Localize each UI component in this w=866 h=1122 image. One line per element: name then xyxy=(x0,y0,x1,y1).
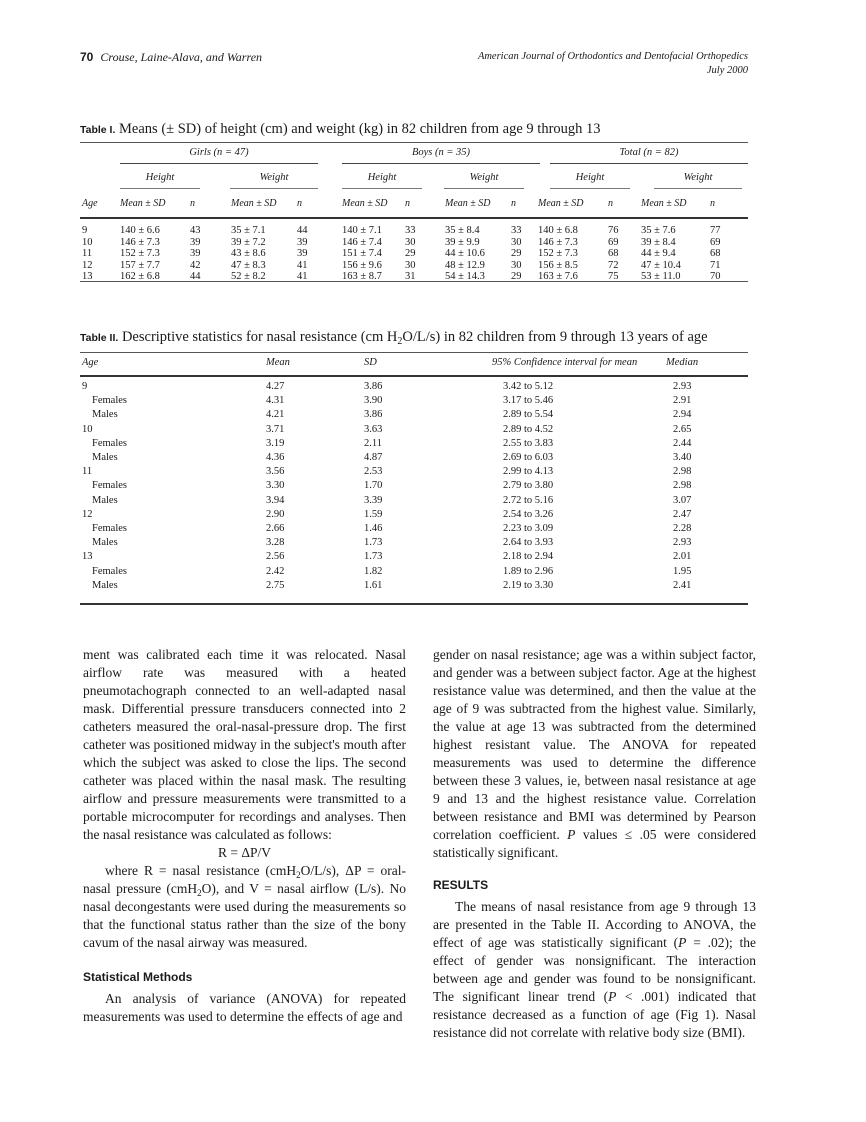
cell-label: Males xyxy=(92,409,118,421)
subgroup-rule xyxy=(230,188,318,189)
cell-n: 71 xyxy=(710,259,721,271)
table-row xyxy=(80,480,748,494)
section-heading-statistical-methods: Statistical Methods xyxy=(83,970,193,984)
table-row xyxy=(80,424,748,438)
col-age: Age xyxy=(82,198,98,209)
cell-label: Males xyxy=(92,537,118,549)
subgroup-height: Height xyxy=(367,172,397,183)
table-2-caption-sub: 2 xyxy=(397,336,403,347)
cell-mean: 4.27 xyxy=(266,381,285,392)
cell-sd: 1.46 xyxy=(364,523,383,534)
table-1-caption xyxy=(80,120,748,139)
cell-n: 68 xyxy=(608,248,619,260)
text-run: = .02); the effect of gender was nonsignificant. The interaction between age and gender was found to be nonsignificant. The significant linear trend ( xyxy=(433,935,756,1004)
cell-mean-sd: 140 ± 7.1 xyxy=(342,225,382,236)
cell-mean-sd: 146 ± 7.4 xyxy=(342,236,382,248)
table-2-label: Table II. xyxy=(80,332,119,344)
cell-median: 2.41 xyxy=(673,579,692,591)
cell-n: 30 xyxy=(405,236,416,248)
cell-mean: 2.66 xyxy=(266,523,285,534)
cell-median: 2.98 xyxy=(673,480,692,492)
cell-n: 39 xyxy=(190,248,201,260)
table-row xyxy=(80,580,748,594)
cell-mean: 4.31 xyxy=(266,395,285,407)
subgroup-weight: Weight xyxy=(259,172,289,183)
table-1-header xyxy=(80,143,748,217)
cell-mean: 2.90 xyxy=(266,508,285,520)
col-mean-sd: Mean ± SD xyxy=(231,198,277,209)
table-2-header xyxy=(80,353,748,375)
table-row xyxy=(80,395,748,409)
cell-age: 12 xyxy=(82,259,93,271)
cell-ci: 2.23 to 3.09 xyxy=(503,523,554,534)
cell-sd: 2.53 xyxy=(364,466,383,478)
col-mean-sd: Mean ± SD xyxy=(641,198,687,209)
text-run: < .001) indicated that resistance decreased as a function of age (Fig 1). Nasal resistance did not correlate with relative body size (BMI). xyxy=(433,989,756,1040)
cell-median: 2.65 xyxy=(673,423,692,435)
cell-label: Females xyxy=(92,437,127,449)
text-run: gender on nasal resistance; age was a within subject factor, and gender was a between subject factor. Age at the highest resistance value was determined, and then the value at the age of 9 was subtracted from the highest value. Similarly, the value at age 13 was subtracted from the determined highest resistant value. The ANOVA for repeated measurements was used to determine the difference between these 3 values, ie, between nasal resistance at age 9 and 13 and the highest resistance value. Correlation between resistance and BMI was determined by Pearson correlation coefficient. xyxy=(433,647,756,842)
table-row xyxy=(80,466,748,480)
cell-median: 2.93 xyxy=(673,381,692,392)
cell-age: 10 xyxy=(82,236,93,248)
cell-n: 31 xyxy=(405,271,416,283)
cell-ci: 2.54 to 3.26 xyxy=(503,508,554,520)
cell-median: 2.91 xyxy=(673,395,692,407)
cell-n: 39 xyxy=(190,236,201,248)
cell-mean: 3.56 xyxy=(266,466,285,478)
table-2-body xyxy=(80,377,748,603)
cell-ci: 2.79 to 3.80 xyxy=(503,480,554,492)
col-n: n xyxy=(511,198,516,209)
text-run: The means of nasal resistance from age 9 through 13 are presented in the Table II. According to ANOVA, the effect of age was statistically significant ( xyxy=(433,899,756,950)
cell-sd: 2.11 xyxy=(364,437,382,449)
cell-age: 11 xyxy=(82,248,93,260)
equation: R = ΔP/V xyxy=(217,845,272,860)
cell-n: 76 xyxy=(608,225,619,236)
cell-label: Females xyxy=(92,565,127,577)
cell-age: 9 xyxy=(82,225,88,236)
text-run: O), and V = nasal airflow (L/s). No nasal decongestants were used during the measurements so that the functional status rather than the size of the bony cavum of the nasal airway was measured. xyxy=(83,881,406,950)
table-row xyxy=(80,509,748,523)
col-age: Age xyxy=(82,357,99,368)
cell-mean: 4.36 xyxy=(266,452,285,463)
text-run: where R = nasal resistance (cmH xyxy=(105,863,297,878)
col-sd: SD xyxy=(364,357,377,368)
cell-mean-sd: 146 ± 7.3 xyxy=(120,236,160,248)
cell-median: 2.28 xyxy=(673,523,692,534)
cell-median: 2.01 xyxy=(673,551,692,563)
cell-n: 39 xyxy=(297,236,308,248)
subscript: 2 xyxy=(197,888,202,898)
cell-n: 68 xyxy=(710,248,721,260)
cell-sd: 1.73 xyxy=(364,551,383,563)
cell-n: 30 xyxy=(511,259,522,271)
cell-mean-sd: 35 ± 8.4 xyxy=(445,225,480,236)
authors: Crouse, Laine-Alava, and Warren xyxy=(100,50,263,64)
cell-mean-sd: 146 ± 7.3 xyxy=(538,236,578,248)
cell-mean: 3.30 xyxy=(266,480,285,492)
cell-mean-sd: 157 ± 7.7 xyxy=(120,259,160,271)
subgroup-weight: Weight xyxy=(683,172,713,183)
cell-mean: 2.42 xyxy=(266,565,285,577)
cell-ci: 3.42 to 5.12 xyxy=(503,381,554,392)
subgroup-weight: Weight xyxy=(469,172,499,183)
subgroup-height: Height xyxy=(575,172,605,183)
cell-mean: 2.56 xyxy=(266,551,285,563)
cell-label: 10 xyxy=(82,423,93,435)
subgroup-rule xyxy=(444,188,524,189)
col-mean-sd: Mean ± SD xyxy=(120,198,166,209)
table-row xyxy=(80,381,748,395)
cell-median: 2.44 xyxy=(673,437,692,449)
table-row xyxy=(80,537,748,551)
cell-mean-sd: 140 ± 6.8 xyxy=(538,225,578,236)
cell-n: 43 xyxy=(190,225,201,236)
cell-mean-sd: 44 ± 9.4 xyxy=(641,248,676,260)
col-mean-sd: Mean ± SD xyxy=(342,198,388,209)
body-column-right xyxy=(433,646,756,1042)
subscript: 2 xyxy=(296,870,301,880)
col-n: n xyxy=(405,198,410,209)
cell-ci: 2.64 to 3.93 xyxy=(503,537,554,549)
journal-name: American Journal of Orthodontics and Dentofacial Orthopedics xyxy=(477,51,748,62)
cell-n: 77 xyxy=(710,225,721,236)
cell-mean-sd: 140 ± 6.6 xyxy=(120,225,160,236)
table-row xyxy=(80,523,748,537)
table-2-bottom-rule xyxy=(80,603,748,605)
cell-mean-sd: 156 ± 8.5 xyxy=(538,259,578,271)
cell-sd: 3.63 xyxy=(364,423,383,435)
cell-mean-sd: 163 ± 8.7 xyxy=(342,271,382,283)
table-row xyxy=(80,409,748,423)
cell-ci: 2.69 to 6.03 xyxy=(503,452,554,463)
cell-n: 69 xyxy=(710,236,721,248)
cell-label: Females xyxy=(92,480,127,492)
paragraph xyxy=(83,862,406,952)
running-head-right xyxy=(478,50,748,78)
subgroup-rule xyxy=(120,188,200,189)
table-row xyxy=(80,237,748,249)
cell-sd: 1.73 xyxy=(364,537,383,549)
cell-mean: 2.75 xyxy=(266,579,285,591)
italic-p: P xyxy=(678,935,687,950)
group-total: Total (n = 82) xyxy=(619,147,679,158)
table-row xyxy=(80,551,748,565)
cell-mean-sd: 162 ± 6.8 xyxy=(120,271,160,283)
cell-label: 12 xyxy=(82,508,93,520)
cell-n: 44 xyxy=(297,225,308,236)
col-mean: Mean xyxy=(266,357,290,368)
cell-mean-sd: 156 ± 9.6 xyxy=(342,259,382,271)
cell-n: 29 xyxy=(405,248,416,260)
cell-n: 30 xyxy=(511,236,522,248)
cell-label: 9 xyxy=(82,381,88,392)
cell-n: 41 xyxy=(297,271,308,283)
table-row xyxy=(80,225,748,237)
cell-n: 29 xyxy=(511,271,522,283)
cell-n: 72 xyxy=(608,259,619,271)
cell-median: 3.07 xyxy=(673,494,692,506)
cell-mean: 3.19 xyxy=(266,437,285,449)
cell-n: 39 xyxy=(297,248,308,260)
table-1-caption-text: Means (± SD) of height (cm) and weight (kg) in 82 children from age 9 through 13 xyxy=(119,121,601,137)
col-n: n xyxy=(297,198,302,209)
table-2-caption-post: O/L/s) in 82 children from 9 through 13 years of age xyxy=(402,329,708,345)
page-number: 70 xyxy=(80,50,94,64)
cell-sd: 3.39 xyxy=(364,494,383,506)
issue-date: July 2000 xyxy=(706,65,748,76)
cell-label: Females xyxy=(92,523,127,534)
table-2-caption-pre: Descriptive statistics for nasal resistance (cm H xyxy=(121,329,398,345)
italic-p: P xyxy=(567,827,576,842)
cell-mean-sd: 163 ± 7.6 xyxy=(538,271,578,283)
cell-sd: 1.82 xyxy=(364,565,383,577)
group-boys: Boys (n = 35) xyxy=(411,147,471,158)
col-mean-sd: Mean ± SD xyxy=(445,198,491,209)
table-row xyxy=(80,566,748,580)
text-run: values ≤ .05 were considered statistically significant. xyxy=(433,827,756,860)
cell-n: 29 xyxy=(511,248,522,260)
cell-mean-sd: 52 ± 8.2 xyxy=(231,271,266,283)
cell-ci: 2.99 to 4.13 xyxy=(503,466,554,478)
cell-age: 13 xyxy=(82,271,93,283)
cell-n: 69 xyxy=(608,236,619,248)
cell-median: 2.93 xyxy=(673,537,692,549)
cell-ci: 2.89 to 4.52 xyxy=(503,423,554,435)
cell-ci: 1.89 to 2.96 xyxy=(503,565,554,577)
cell-mean-sd: 152 ± 7.3 xyxy=(538,248,578,260)
group-rule xyxy=(550,163,748,164)
cell-mean-sd: 35 ± 7.6 xyxy=(641,225,676,236)
cell-mean-sd: 43 ± 8.6 xyxy=(231,248,266,260)
cell-label: Males xyxy=(92,494,118,506)
table-row xyxy=(80,452,748,466)
table-1-body xyxy=(80,219,748,281)
cell-mean: 4.21 xyxy=(266,409,285,421)
cell-median: 2.47 xyxy=(673,508,692,520)
cell-sd: 1.61 xyxy=(364,579,383,591)
subgroup-height: Height xyxy=(145,172,175,183)
cell-n: 33 xyxy=(511,225,522,236)
cell-label: Males xyxy=(92,579,118,591)
cell-mean-sd: 151 ± 7.4 xyxy=(342,248,382,260)
paragraph xyxy=(433,898,756,1042)
cell-sd: 1.59 xyxy=(364,508,383,520)
subgroup-rule xyxy=(550,188,630,189)
cell-label: 13 xyxy=(82,551,93,563)
cell-mean-sd: 35 ± 7.1 xyxy=(231,225,266,236)
cell-mean-sd: 39 ± 9.9 xyxy=(445,236,480,248)
cell-ci: 2.89 to 5.54 xyxy=(503,409,554,421)
col-ci: 95% Confidence interval for mean xyxy=(492,357,638,368)
cell-ci: 2.55 to 3.83 xyxy=(503,437,554,449)
cell-ci: 2.19 to 3.30 xyxy=(503,579,554,591)
cell-label: 11 xyxy=(82,466,93,478)
cell-mean: 3.71 xyxy=(266,423,285,435)
cell-median: 3.40 xyxy=(673,452,692,463)
paragraph xyxy=(433,646,756,862)
cell-sd: 3.90 xyxy=(364,395,383,407)
subgroup-rule xyxy=(654,188,742,189)
cell-median: 2.98 xyxy=(673,466,692,478)
cell-median: 1.95 xyxy=(673,565,692,577)
col-n: n xyxy=(710,198,715,209)
cell-n: 44 xyxy=(190,271,201,283)
running-head-left xyxy=(80,50,262,65)
cell-mean: 3.28 xyxy=(266,537,285,549)
cell-ci: 2.18 to 2.94 xyxy=(503,551,554,563)
cell-mean-sd: 39 ± 8.4 xyxy=(641,236,676,248)
table-2-caption xyxy=(80,328,748,347)
group-girls: Girls (n = 47) xyxy=(189,147,249,158)
cell-mean-sd: 39 ± 7.2 xyxy=(231,236,266,248)
cell-mean-sd: 47 ± 10.4 xyxy=(641,259,681,271)
cell-n: 70 xyxy=(710,271,721,283)
table-row xyxy=(80,248,748,260)
table-row xyxy=(80,260,748,272)
table-row xyxy=(80,495,748,509)
col-n: n xyxy=(608,198,613,209)
cell-sd: 4.87 xyxy=(364,452,383,463)
cell-mean-sd: 48 ± 12.9 xyxy=(445,259,485,271)
cell-sd: 3.86 xyxy=(364,409,383,421)
table-1-label: Table I. xyxy=(80,124,116,136)
table-row xyxy=(80,438,748,452)
cell-mean: 3.94 xyxy=(266,494,285,506)
body-column-left xyxy=(83,646,406,1026)
col-mean-sd: Mean ± SD xyxy=(538,198,584,209)
cell-mean-sd: 47 ± 8.3 xyxy=(231,259,266,271)
table-1 xyxy=(80,120,748,282)
section-heading-results: RESULTS xyxy=(433,878,489,892)
group-rule xyxy=(342,163,540,164)
cell-mean-sd: 53 ± 11.0 xyxy=(641,271,681,283)
running-head xyxy=(80,50,748,90)
col-median: Median xyxy=(666,357,699,368)
cell-mean-sd: 44 ± 10.6 xyxy=(445,248,485,260)
cell-n: 75 xyxy=(608,271,619,283)
paragraph: An analysis of variance (ANOVA) for repeated measurements was used to determine the effects of age and xyxy=(83,991,406,1024)
cell-label: Males xyxy=(92,452,118,463)
italic-p: P xyxy=(608,989,617,1004)
paragraph: ment was calibrated each time it was relocated. Nasal airflow rate was measured with a heated pneumotachograph connected to an well-adapted nasal mask. Differential pressure transducers connected into 2 catheters measured the oral-nasal-pressure drop. The first catheter was positioned midway in the subject's mouth after which the subject was asked to close the lips. The second catheter was placed within the nasal mask. The resulting airflow and pressure measurements were transmitted to a portable microcomputer for recordings and analyses. Then the nasal resistance was calculated as follows: xyxy=(83,647,406,842)
table-2 xyxy=(80,328,748,605)
cell-n: 30 xyxy=(405,259,416,271)
cell-median: 2.94 xyxy=(673,409,692,421)
cell-sd: 3.86 xyxy=(364,381,383,392)
group-rule xyxy=(120,163,318,164)
cell-ci: 3.17 to 5.46 xyxy=(503,395,554,407)
cell-mean-sd: 54 ± 14.3 xyxy=(445,271,485,283)
table-row xyxy=(80,271,748,283)
col-n: n xyxy=(190,198,195,209)
cell-mean-sd: 152 ± 7.3 xyxy=(120,248,160,260)
cell-ci: 2.72 to 5.16 xyxy=(503,494,554,506)
cell-n: 42 xyxy=(190,259,201,271)
cell-n: 41 xyxy=(297,259,308,271)
cell-n: 33 xyxy=(405,225,416,236)
cell-label: Females xyxy=(92,395,127,407)
cell-sd: 1.70 xyxy=(364,480,383,492)
subgroup-rule xyxy=(342,188,422,189)
text-run: O/L/s), ΔP = oral-nasal pressure (cmH xyxy=(83,863,406,896)
